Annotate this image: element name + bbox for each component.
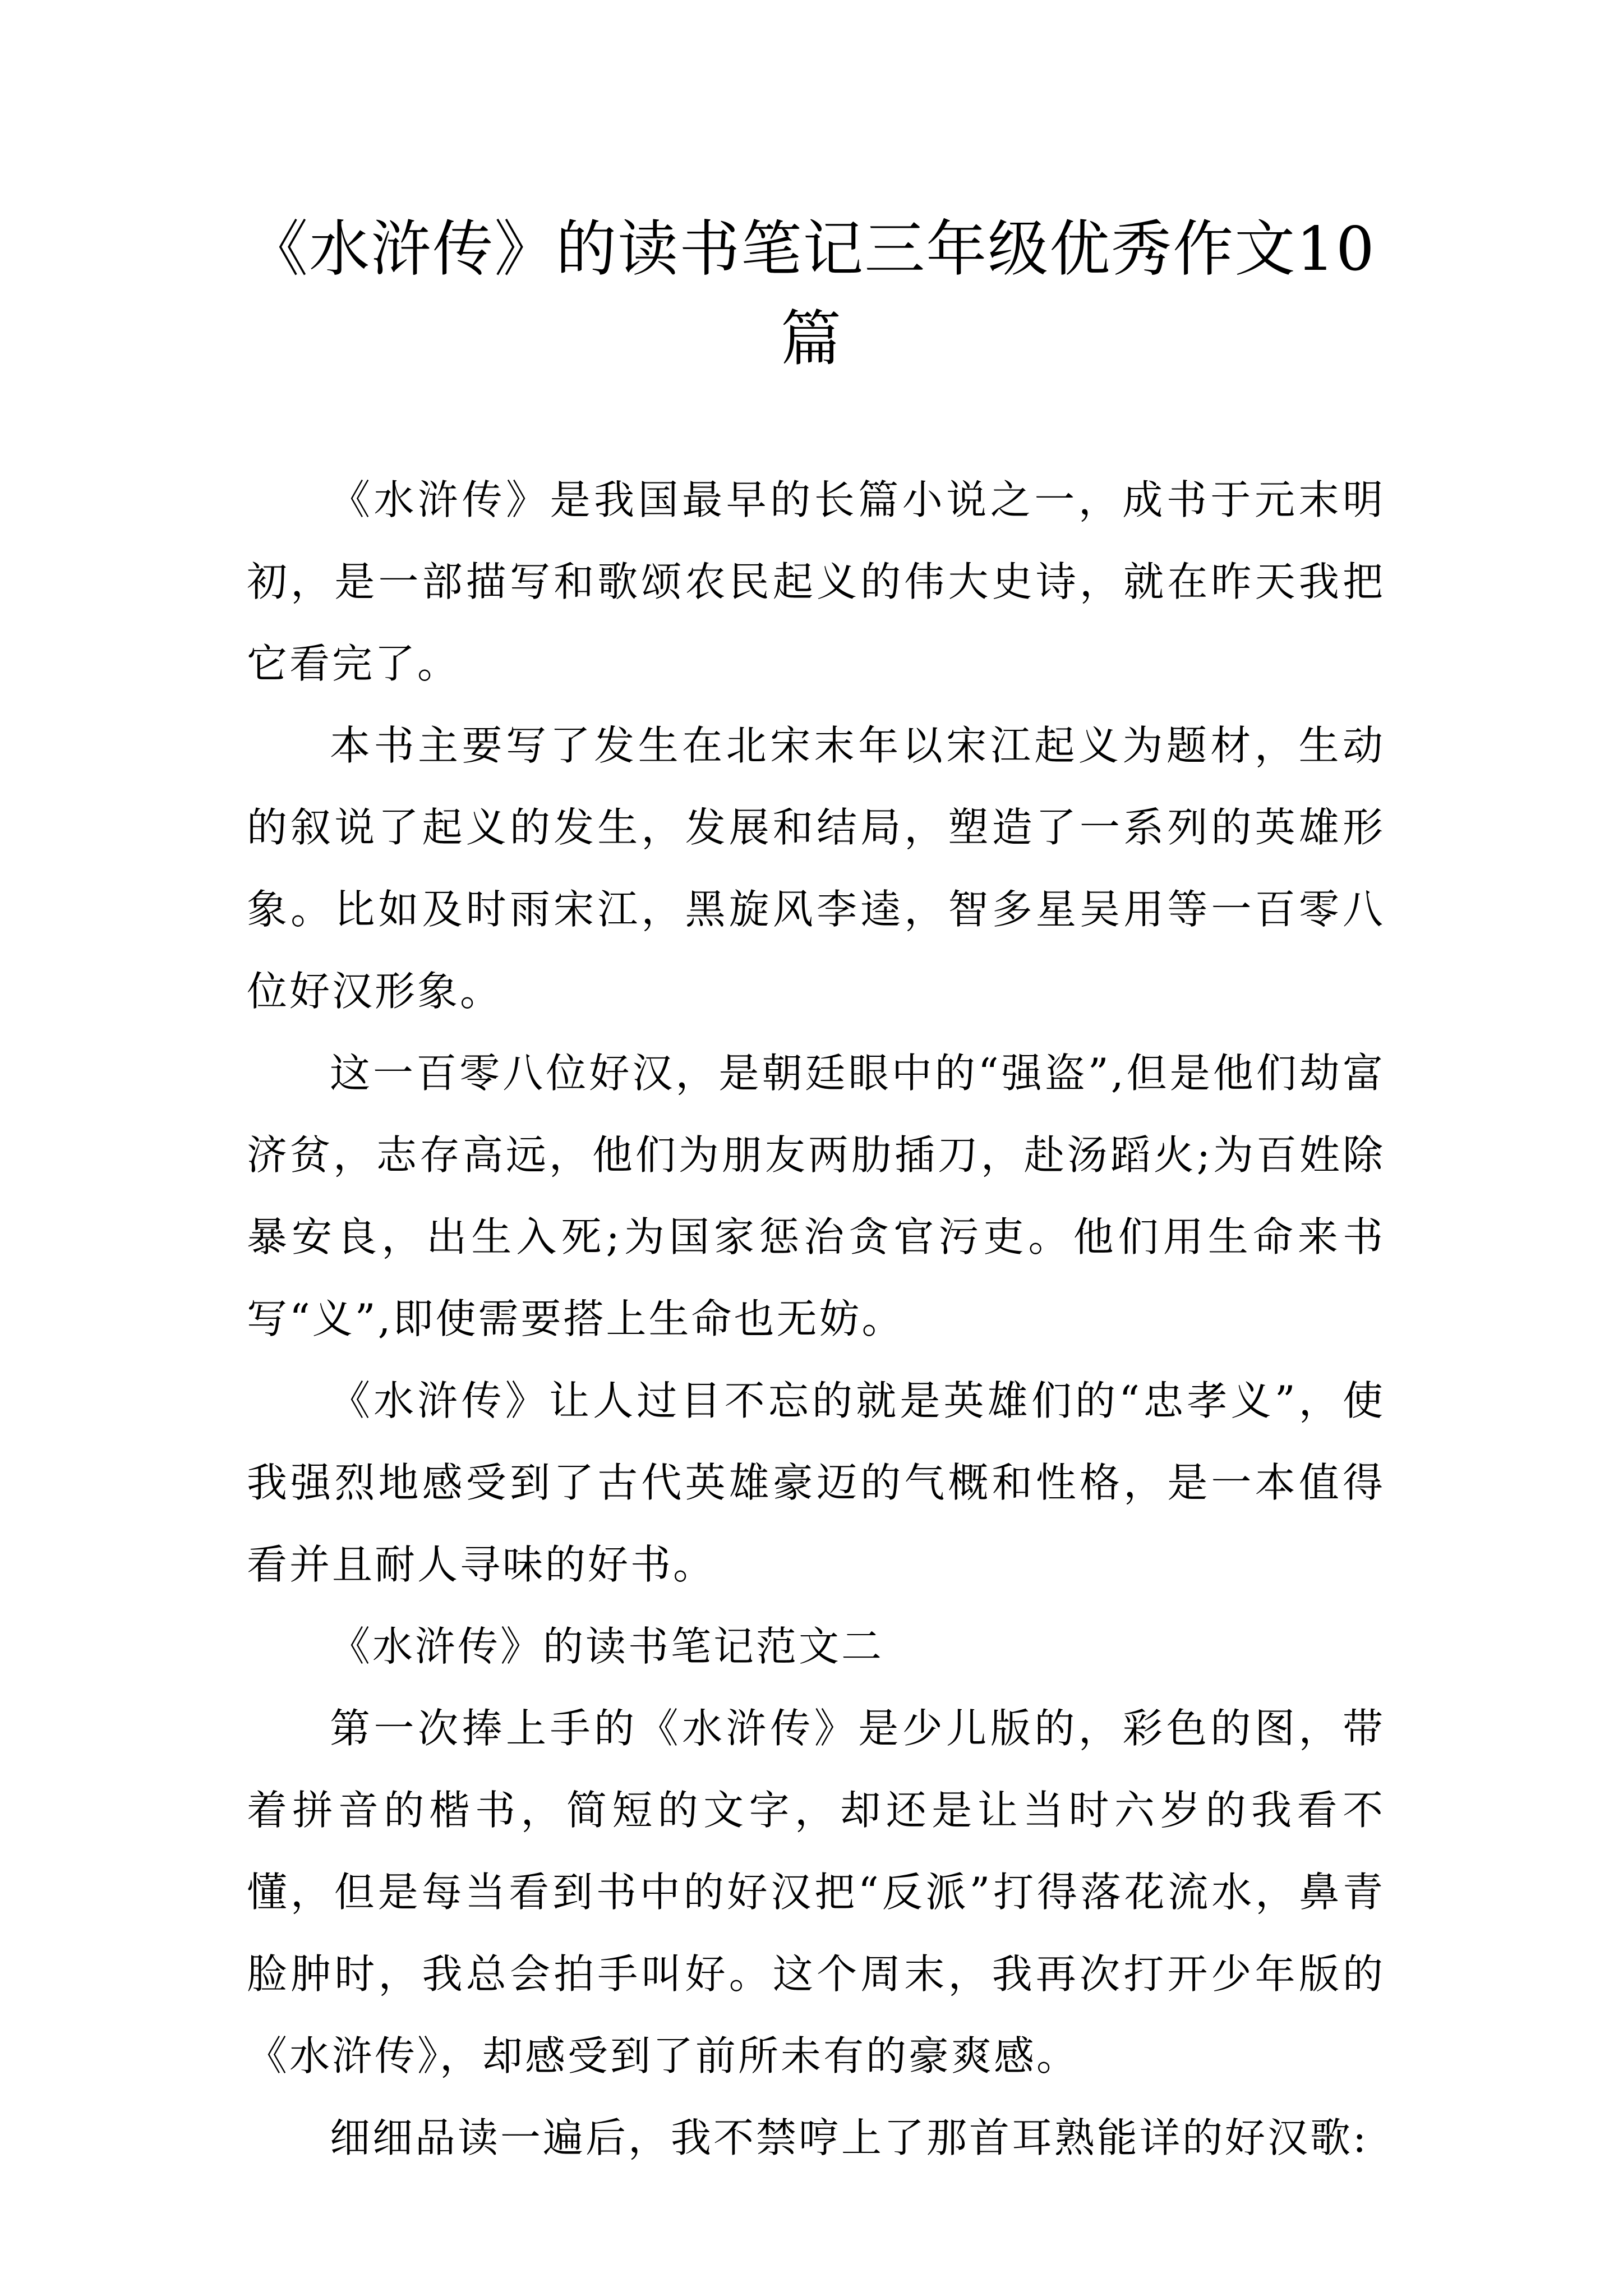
document-body (247, 459, 1385, 2179)
paragraph-heroes: 这一百零八位好汉，是朝廷眼中的“强盗”,但是他们劫富济贫，志存高远，他们为朋友两肋插刀，赴汤蹈火;为百姓除暴安良，出生入死;为国家惩治贪官污吏。他们用生命来书写“义”,即使需要搭上生命也无妨。 (247, 1050, 1385, 1342)
document-title: 《水浒传》的读书笔记三年级优秀作文10篇 (247, 214, 1376, 374)
paragraph-content: 本书主要写了发生在北宋末年以宋江起义为题材，生动的叙说了起义的发生，发展和结局，塑造了一系列的英雄形象。比如及时雨宋江，黑旋风李逵，智多星吴用等一百零八位好汉形象。 (247, 722, 1385, 1015)
paragraph-first-read: 第一次捧上手的《水浒传》是少儿版的，彩色的图，带着拼音的楷书，简短的文字，却还是让当时六岁的我看不懂，但是每当看到书中的好汉把“反派”打得落花流水，鼻青脸肿时，我总会拍手叫好。这个周末，我再次打开少年版的《水浒传》，却感受到了前所未有的豪爽感。 (247, 1705, 1385, 2079)
section-heading-essay-two: 《水浒传》的读书笔记范文二 (330, 1623, 884, 1670)
paragraph-intro: 《水浒传》是我国最早的长篇小说之一，成书于元末明初，是一部描写和歌颂农民起义的伟大史诗，就在昨天我把它看完了。 (247, 476, 1385, 687)
paragraph-song: 细细品读一遍后，我不禁哼上了那首耳熟能详的好汉歌: (330, 2114, 1369, 2161)
paragraph-summary: 《水浒传》让人过目不忘的就是英雄们的“忠孝义”，使我强烈地感受到了古代英雄豪迈的气概和性格，是一本值得看并且耐人寻味的好书。 (247, 1377, 1385, 1588)
